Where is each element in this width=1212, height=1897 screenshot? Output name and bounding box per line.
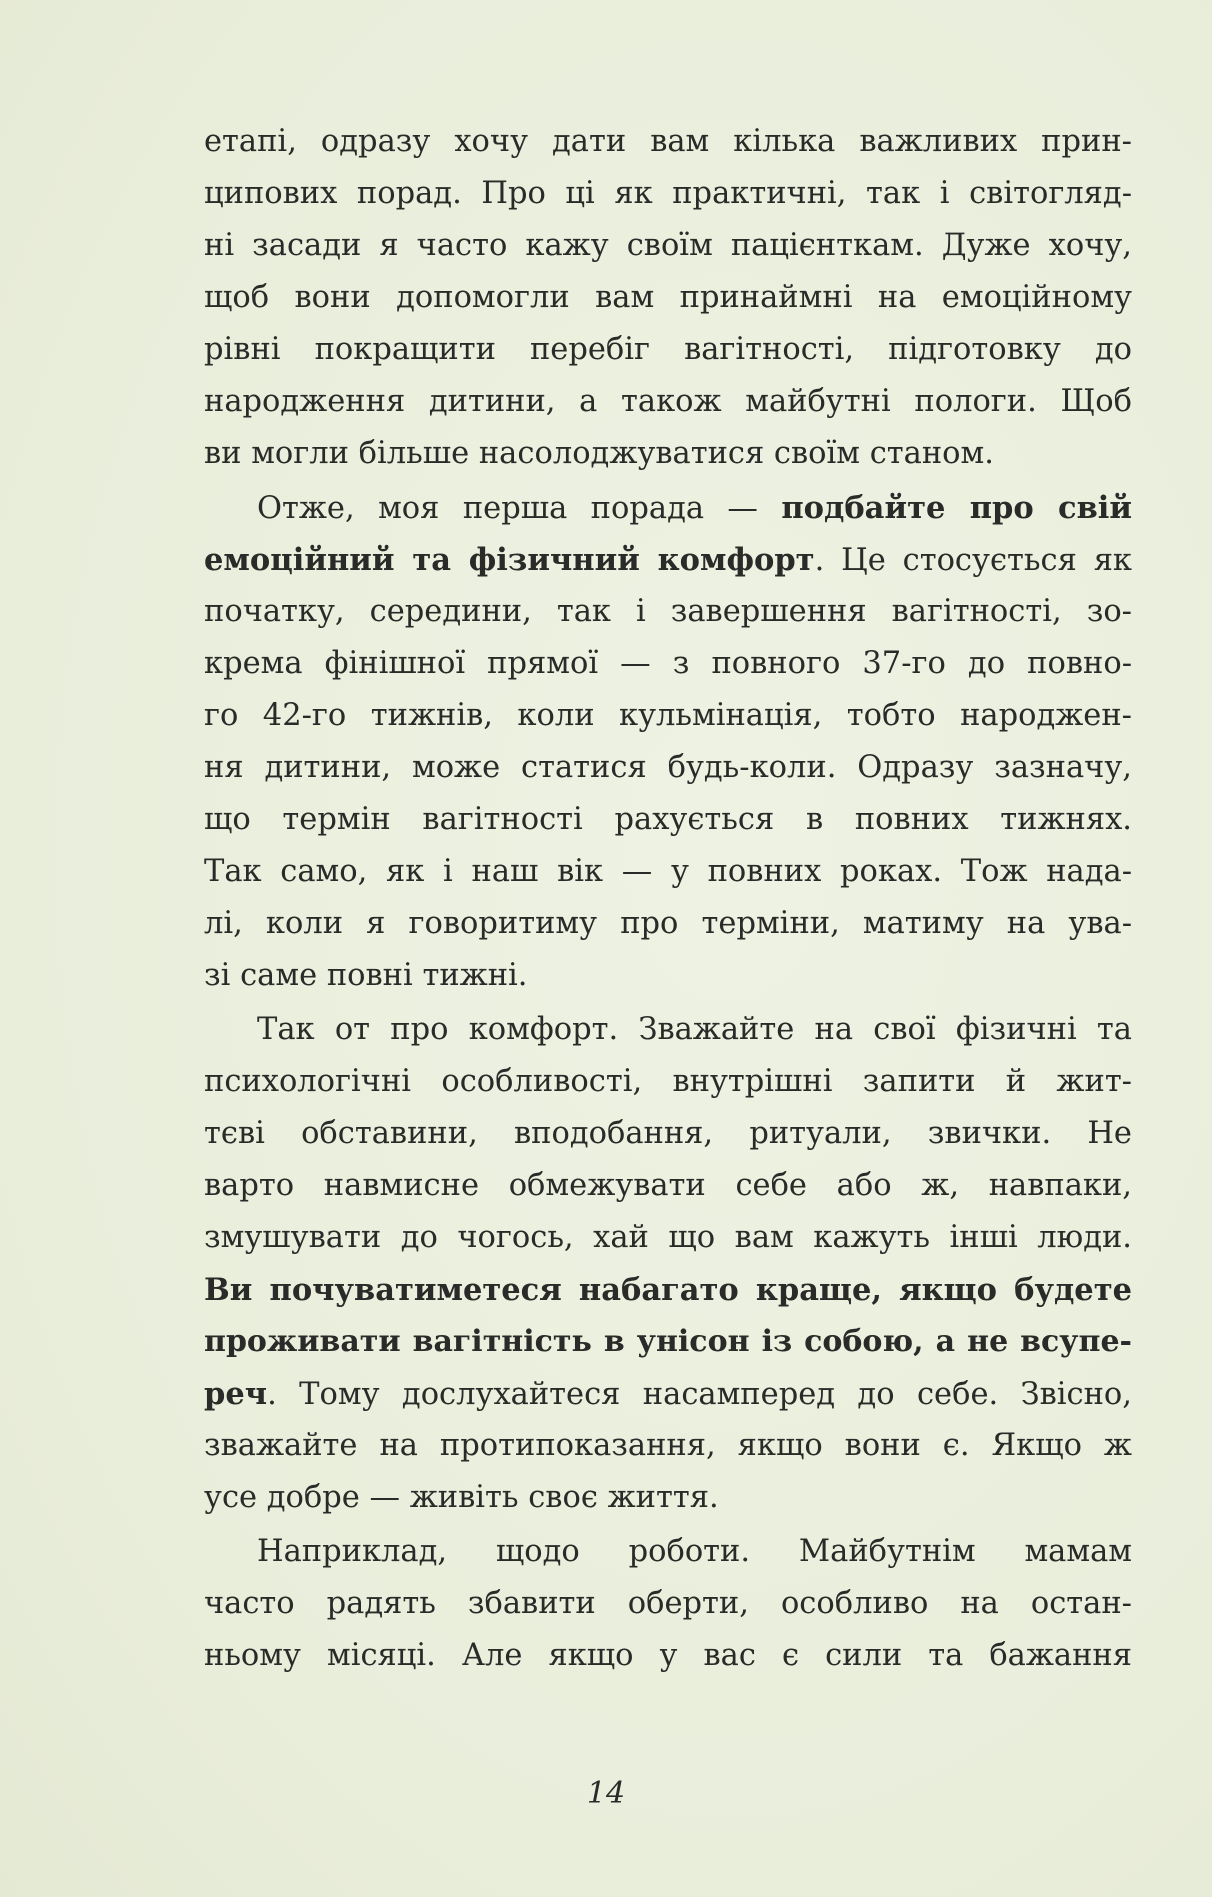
text-line: часто радять збавити оберти, особливо на остан- [204,1586,1132,1621]
text-line [204,1324,1132,1360]
text-segment: . Це стосується як [814,543,1132,578]
page-number: 14 [586,1776,626,1811]
bold-text-segment: емоційний та фізичний комфорт [204,542,815,578]
text-line: ви могли більше насолоджуватися своїм станом. [204,436,994,471]
text-line: ні засади я часто кажу своїм пацієнткам. Дуже хочу, [204,228,1132,263]
text-line: усе добре — живіть своє життя. [204,1480,719,1515]
text-line: Так от про комфорт. Зважайте на свої фізичні та [257,1012,1132,1047]
text-line: зважайте на протипоказання, якщо вони є. Якщо ж [204,1428,1132,1463]
text-line [257,490,1132,527]
text-line: щоб вони допомогли вам принаймні на емоційному [204,280,1132,315]
text-line [204,1376,1132,1413]
text-segment: Отже, моя перша порада — [257,491,782,526]
text-line [204,542,1132,579]
text-segment: . Тому дослухайтеся насамперед до себе. Звісно, [267,1377,1132,1412]
text-line: зі саме повні тижні. [204,958,528,993]
bold-text-segment: Ви почуватиметеся набагато краще, якщо будете [204,1272,1132,1308]
bold-text-segment: реч [204,1376,268,1412]
text-line [204,1272,1132,1309]
text-line: народження дитини, а також майбутні пологи. Щоб [204,384,1132,419]
text-line: ньому місяці. Але якщо у вас є сили та бажання [204,1638,1132,1673]
text-line: початку, середини, так і завершення вагітності, зо- [204,594,1132,629]
text-line: психологічні особливості, внутрішні запити й жит- [204,1064,1132,1099]
text-line: лі, коли я говоритиму про терміни, матиму на ува- [204,906,1132,941]
text-line: тєві обставини, вподобання, ритуали, звички. Не [204,1116,1132,1151]
text-line: Так само, як і наш вік — у повних роках. Тож нада- [204,854,1132,889]
text-line: Наприклад, щодо роботи. Майбутнім мамам [257,1534,1132,1569]
bold-text-segment: подбайте про свій [781,490,1132,526]
text-line: рівні покращити перебіг вагітності, підготовку до [204,332,1132,367]
text-line: змушувати до чогось, хай що вам кажуть інші люди. [204,1220,1132,1255]
text-line: го 42-го тижнів, коли кульмінація, тобто народжен- [204,698,1132,733]
text-line: ня дитини, може статися будь-коли. Одразу зазначу, [204,750,1132,785]
text-line: варто навмисне обмежувати себе або ж, навпаки, [204,1168,1132,1203]
text-line: крема фінішної прямої — з повного 37-го до повно- [204,646,1132,681]
text-line: етапі, одразу хочу дати вам кілька важливих прин- [204,124,1132,159]
text-line: ципових порад. Про ці як практичні, так і світогляд- [204,176,1132,211]
bold-text-segment: проживати вагітність в унісон із собою, а не всупе- [204,1324,1132,1359]
text-line: що термін вагітності рахується в повних тижнях. [204,802,1132,837]
